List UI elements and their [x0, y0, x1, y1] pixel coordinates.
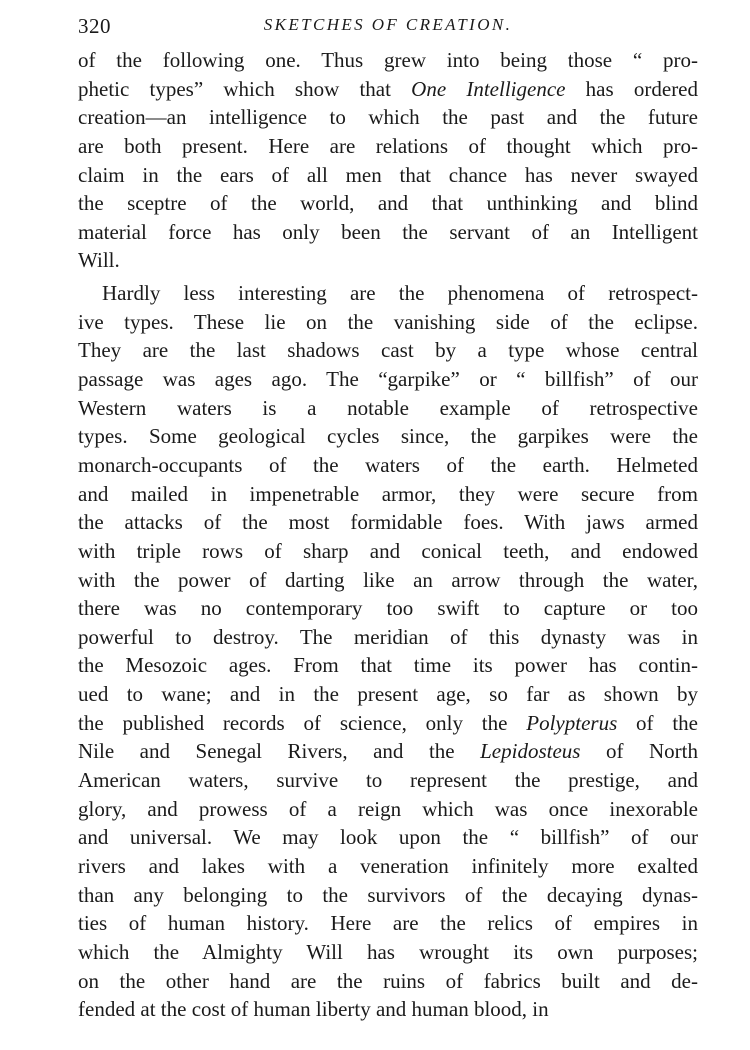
- text-line: Western waters is a notable example of retrospective: [78, 395, 698, 420]
- text-line: ties of human history. Here are the relics of empires in: [78, 911, 698, 936]
- text-line: on the other hand are the ruins of fabrics built and de-: [78, 968, 698, 993]
- text-line: are both present. Here are relations of thought which pro-: [78, 133, 698, 158]
- text-line: the Mesozoic ages. From that time its power has contin-: [78, 653, 698, 678]
- text-line: rivers and lakes with a veneration infinitely more exalted: [78, 853, 698, 878]
- text-line: Nile and Senegal Rivers, and the Lepidosteus of North: [78, 739, 698, 764]
- text-line: ive types. These lie on the vanishing side of the eclipse.: [78, 309, 698, 334]
- running-head: [78, 14, 698, 46]
- text-line: Hardly less interesting are the phenomena of retrospect-: [102, 281, 698, 306]
- text-line: the published records of science, only the Polypterus of the: [78, 710, 699, 735]
- text-line: with the power of darting like an arrow through the water,: [78, 567, 698, 592]
- body-text: [78, 46, 698, 1024]
- text-line: types. Some geological cycles since, the garpikes were the: [78, 424, 698, 449]
- book-page: [78, 14, 698, 1024]
- text-line: phetic types” which show that One Intelligence has ordered: [78, 76, 699, 101]
- text-line: which the Almighty Will has wrought its own purposes;: [78, 939, 698, 964]
- text-line: ued to wane; and in the present age, so far as shown by: [78, 682, 698, 707]
- text-line: the sceptre of the world, and that unthinking and blind: [78, 191, 698, 216]
- text-line: Will.: [78, 248, 120, 273]
- text-line: They are the last shadows cast by a type whose central: [78, 338, 698, 363]
- text-line: with triple rows of sharp and conical teeth, and endowed: [78, 538, 698, 563]
- text-line: monarch-occupants of the waters of the earth. Helmeted: [78, 452, 698, 477]
- text-line: there was no contemporary too swift to capture or too: [78, 596, 698, 621]
- text-line: of the following one. Thus grew into being those “ pro-: [78, 48, 698, 72]
- text-line: claim in the ears of all men that chance has never swayed: [78, 162, 698, 187]
- paragraph: [78, 279, 698, 1024]
- text-line: material force has only been the servant of an Intelligent: [78, 219, 698, 244]
- text-line: the attacks of the most formidable foes. With jaws armed: [78, 510, 698, 535]
- text-line: and universal. We may look upon the “ billfish” of our: [78, 825, 698, 850]
- text-line: glory, and prowess of a reign which was once inexorable: [78, 796, 698, 821]
- text-line: powerful to destroy. The meridian of this dynasty was in: [78, 624, 698, 649]
- text-line: American waters, survive to represent the prestige, and: [78, 768, 698, 793]
- text-line: than any belonging to the survivors of the decaying dynas-: [78, 882, 698, 907]
- running-title: SKETCHES OF CREATION.: [263, 15, 513, 34]
- text-line: fended at the cost of human liberty and human blood, in: [78, 997, 549, 1022]
- text-line: and mailed in impenetrable armor, they were secure from: [78, 481, 698, 506]
- text-line: passage was ages ago. The “garpike” or “ billfish” of our: [78, 367, 698, 392]
- paragraph: [78, 46, 698, 275]
- text-line: creation—an intelligence to which the past and the future: [78, 105, 698, 130]
- page-number: 320: [78, 14, 111, 38]
